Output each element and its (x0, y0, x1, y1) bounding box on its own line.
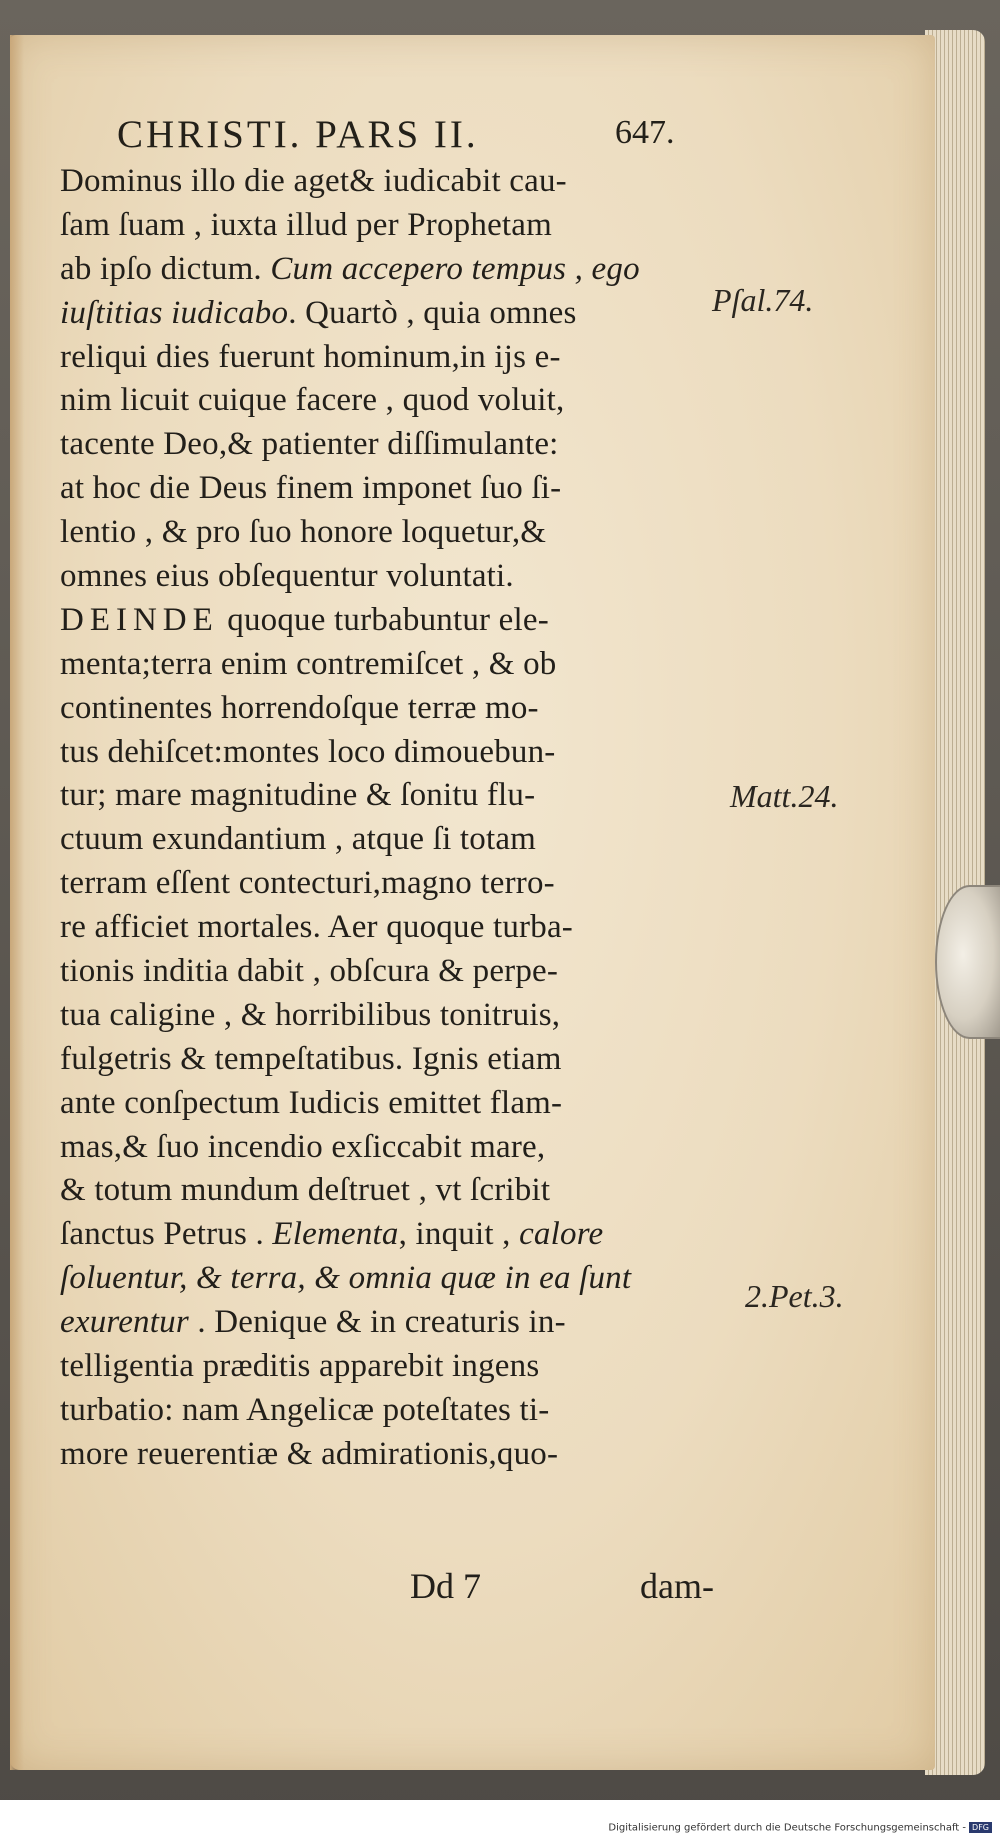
italic-text: Elementa (272, 1216, 399, 1253)
text-segment: tur; mare magnitudine & ſonitu flu- (60, 777, 536, 814)
text-line (60, 292, 745, 336)
text-segment: terram eſſent contecturi,magno terro- (60, 865, 555, 902)
text-line (60, 423, 745, 467)
italic-text: calore (519, 1216, 604, 1253)
text-line (60, 248, 745, 292)
text-segment: tacente Deo,& patienter diſſimulante: (60, 426, 559, 463)
text-line (60, 774, 745, 818)
text-segment: quoque turbabuntur ele- (218, 601, 549, 638)
text-line (60, 687, 745, 731)
text-line (60, 1433, 745, 1477)
text-segment: Dominus illo die aget& iudicabit cau- (60, 163, 567, 199)
text-line (60, 599, 745, 643)
text-segment: tua caligine , & horribilibus tonitruis, (60, 996, 561, 1033)
text-line (60, 160, 745, 204)
text-segment: turbatio: nam Angelicæ poteſtates ti- (60, 1391, 550, 1428)
page-binding-shadow (10, 35, 24, 1770)
text-segment: , inquit , (398, 1216, 520, 1253)
italic-text: ſoluentur, & terra, & omnia quæ in ea ſunt (60, 1260, 632, 1297)
page-number: 647. (615, 114, 675, 151)
text-segment: . Quartò , quia omnes (288, 294, 577, 331)
text-line (60, 643, 745, 687)
italic-text: iuſtitias iudicabo (60, 294, 289, 331)
text-segment: telligentia præditis apparebit ingens (60, 1348, 540, 1385)
text-line (60, 1169, 745, 1213)
text-segment: at hoc die Deus finem imponet ſuo ſi- (60, 470, 562, 507)
text-line (60, 906, 745, 950)
text-line (60, 204, 745, 248)
text-segment: reliqui dies fuerunt hominum,in ijs e- (60, 338, 561, 375)
italic-text: exurentur (60, 1304, 189, 1341)
text-line (60, 1345, 745, 1389)
text-line (60, 1082, 745, 1126)
text-line (60, 1389, 745, 1433)
text-line (60, 862, 745, 906)
text-line (60, 555, 745, 599)
text-line (60, 818, 745, 862)
margin-note-matthew: Matt.24. (730, 778, 839, 814)
text-segment: re afficiet mortales. Aer quoque turba- (60, 909, 573, 946)
text-segment: tionis inditia dabit , obſcura & perpe- (60, 953, 559, 990)
signature-mark: Dd 7 (410, 1566, 481, 1606)
text-segment: nim licuit cuique facere , quod voluit, (60, 382, 565, 419)
text-segment: ſam ſuam , iuxta illud per Prophetam (60, 206, 553, 243)
text-line (60, 467, 745, 511)
text-line (60, 994, 745, 1038)
text-line (60, 1257, 745, 1301)
body-text (60, 160, 745, 1477)
footer-credit-text: Digitalisierung gefördert durch die Deutsche Forschungsgemeinschaft - (608, 1822, 967, 1834)
text-line (60, 950, 745, 994)
text-line (60, 379, 745, 423)
running-head-title: CHRISTI. PARS II. (117, 113, 479, 156)
margin-note-psalm: Pſal.74. (712, 282, 814, 318)
text-segment: & totum mundum deſtruet , vt ſcribit (60, 1172, 551, 1209)
text-line (60, 511, 745, 555)
text-segment: ante conſpectum Iudicis emittet flam- (60, 1084, 563, 1121)
text-segment: . Denique & in creaturis in- (188, 1304, 566, 1341)
text-line (60, 336, 745, 380)
text-segment: DEINDE (60, 601, 219, 638)
text-line (60, 731, 745, 775)
text-segment: tus dehiſcet:montes loco dimouebun- (60, 733, 556, 770)
text-segment: mas,& ſuo incendio exſiccabit mare, (60, 1128, 546, 1165)
footer-credit (608, 1822, 992, 1834)
catchword: dam- (640, 1566, 714, 1606)
margin-note-peter: 2.Pet.3. (745, 1278, 844, 1314)
text-line (60, 1301, 745, 1345)
text-segment: ab ipſo dictum. (60, 250, 271, 287)
text-segment: ctuum exundantium , atque ſi totam (60, 821, 537, 858)
text-line (60, 1038, 745, 1082)
text-line (60, 1126, 745, 1170)
text-segment: fulgetris & tempeſtatibus. Ignis etiam (60, 1040, 562, 1077)
text-segment: ſanctus Petrus . (60, 1216, 273, 1253)
text-segment: lentio , & pro ſuo honore loquetur,& (60, 514, 547, 551)
clasp-image (935, 885, 1000, 1039)
text-segment: more reuerentiæ & admirationis,quo- (60, 1435, 559, 1472)
text-segment: omnes eius obſequentur voluntati. (60, 558, 514, 595)
text-segment: menta;terra enim contremiſcet , & ob (60, 645, 557, 682)
text-segment: continentes horrendoſque terræ mo- (60, 689, 539, 726)
dfg-logo: DFG (969, 1822, 992, 1833)
text-line (60, 1213, 745, 1257)
italic-text: Cum accepero tempus , ego (270, 250, 640, 287)
